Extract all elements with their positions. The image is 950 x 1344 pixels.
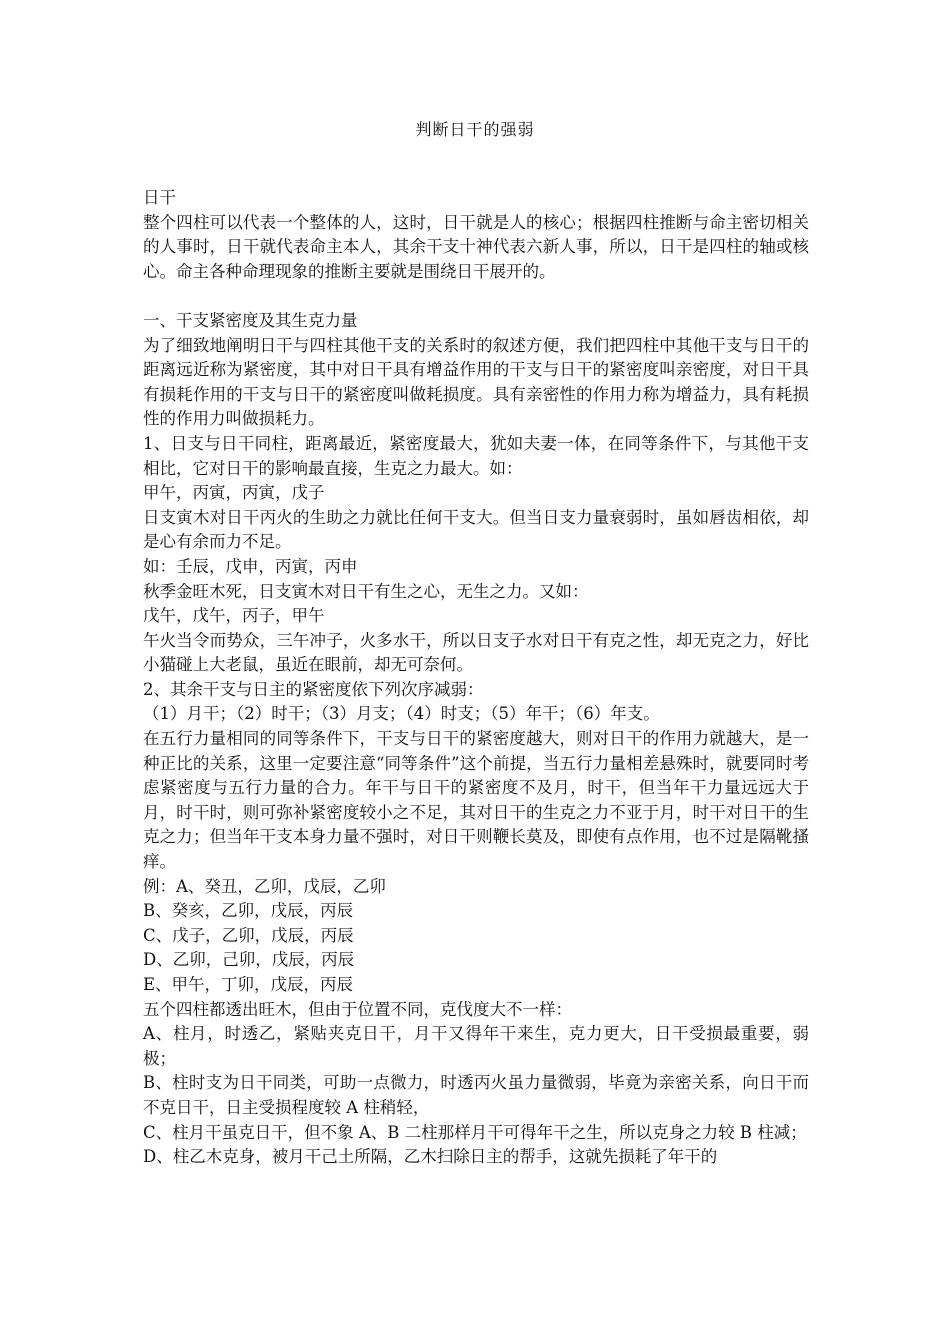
example-line: 戊午，戊午，丙子，甲午 [143,606,325,626]
example-line: 如：壬辰，戊申，丙寅，丙申 [143,556,358,576]
paragraph: 午火当令而势众，三午冲子，火多水干，所以日支子水对日干有克之性，却无克之力，好比小猫碰上大老鼠，虽近在眼前，却无可奈何。 [143,630,809,675]
document-title: 判断日干的强弱 [415,120,535,139]
paragraph: D、柱乙木克身，被月干己土所隔，乙木扫除日主的帮手，这就先损耗了年干的 [143,1147,718,1167]
paragraph: B、柱时支为日干同类，可助一点微力，时透丙火虽力量微弱，毕竟为亲密关系，向日干而不克日干，日主受损程度较 A 柱稍轻， [143,1073,809,1117]
example-line: D、乙卯，己卯，戊辰，丙辰 [143,950,355,970]
document-body [143,186,809,1170]
section-heading-rigan: 日干 [143,188,176,207]
paragraph: 在五行力量相同的同等条件下，干支与日干的紧密度越大，则对日干的作用力就越大，是一种正比的关系，这里一定要注意“同等条件”这个前提，当五行力量相差悬殊时，就要同时考虑紧密度与五行力量的合力。年干与日干的紧密度不及月，时干，但当年干力量远远大于月，时干时，则可弥补紧密度较小之不足，其对日干的生克之力不亚于月，时干对日干的生克之力；但当年干支本身力量不强时，对日干则鞭长莫及，即使有点作用，也不过是隔靴搔痒。 [143,729,809,872]
paragraph: 日支寅木对日干丙火的生助之力就比任何干支大。但当日支力量衰弱时，虽如唇齿相依，却是心有余而力不足。 [143,507,809,552]
section-heading-closeness: 一、干支紧密度及其生克力量 [143,310,358,330]
paragraph: 五个四柱都透出旺木，但由于位置不同，克伐度大不一样： [143,999,572,1019]
paragraph: 2、其余干支与日主的紧密度依下列次序减弱： [143,679,484,699]
paragraph: C、柱月干虽克日干，但不象 A、B 二柱那样月干可得年干之生，所以克身之力较 B 柱减； [143,1122,807,1142]
order-list-line: （1）月干；（2）时干；（3）月支；（4）时支；（5）年干；（6）年支。 [143,704,660,724]
paragraph: 秋季金旺木死，日支寅木对日干有生之心，无生之力。又如： [143,581,589,601]
example-line: B、癸亥，乙卯，戊辰，丙辰 [143,901,354,921]
example-line: 甲午，丙寅，丙寅，戊子 [143,483,325,503]
example-line: C、戊子，乙卯，戊辰，丙辰 [143,925,354,945]
paragraph: 整个四柱可以代表一个整体的人，这时，日干就是人的核心；根据四柱推断与命主密切相关的人事时，日干就代表命主本人，其余干支十神代表六新人事，所以，日干是四柱的轴或核心。命主各种命理现象的推断主要就是围绕日干展开的。 [143,212,809,281]
example-line: E、甲午，丁卯，戊辰，丙辰 [143,975,354,994]
paragraph: A、柱月，时透乙，紧贴夹克日干，月干又得年干来生，克力更大，日干受损最重要，弱极； [143,1024,809,1068]
example-line: 例：A、癸丑，乙卯，戊辰，乙卯 [143,876,386,896]
paragraph: 为了细致地阐明日干与四柱其他干支的关系时的叙述方便，我们把四柱中其他干支与日干的距离远近称为紧密度，其中对日干具有增益作用的干支与日干的紧密度叫亲密度，对日干具有损耗作用的干支与日干的紧密度叫做耗损度。具有亲密性的作用力称为增益力，具有耗损性的作用力叫做损耗力。 [143,335,809,429]
paragraph: 1、日支与日干同柱，距离最近，紧密度最大，犹如夫妻一体，在同等条件下，与其他干支相比，它对日干的影响最直接，生克之力最大。如： [143,433,809,478]
blank-line [143,284,809,309]
